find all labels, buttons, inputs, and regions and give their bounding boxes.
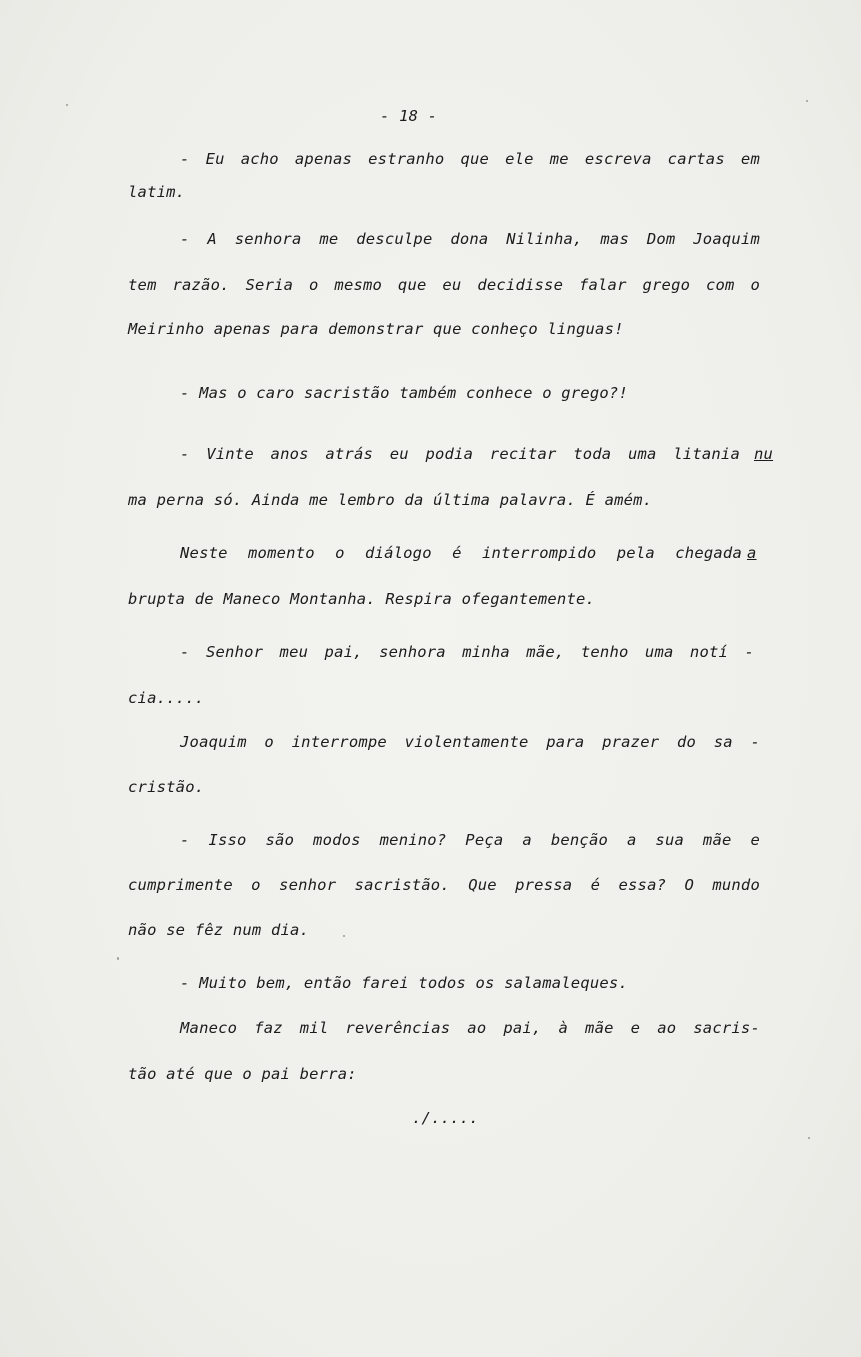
text-line-7-hyphen-fragment: nu (754, 445, 774, 463)
paper-speck (806, 100, 808, 102)
text-line-2: latim. (128, 183, 186, 201)
continuation-mark: ./..... (412, 1109, 479, 1127)
text-line-14: cristão. (128, 778, 205, 796)
text-line-18: - Muito bem, então farei todos os salamaleques. (180, 974, 628, 992)
text-line-7: - Vinte anos atrás eu podia recitar toda uma litania (180, 445, 740, 463)
text-line-17: não se fêz num dia. (128, 921, 310, 939)
page-number: - 18 - (380, 107, 438, 125)
paper-speck (117, 957, 119, 960)
text-line-15: - Isso são modos menino? Peça a benção a sua mãe e (180, 831, 760, 849)
text-line-16: cumprimente o senhor sacristão. Que pressa é essa? O mundo (128, 876, 760, 894)
text-line-20: tão até que o pai berra: (128, 1065, 357, 1083)
text-line-19: Maneco faz mil reverências ao pai, à mãe e ao sacris- (180, 1019, 760, 1037)
text-line-8: ma perna só. Ainda me lembro da última palavra. É amém. (128, 491, 653, 509)
paper-speck (66, 104, 68, 106)
paper-speck (808, 1137, 810, 1139)
text-line-11: - Senhor meu pai, senhora minha mãe, tenho uma notí - (180, 643, 754, 661)
text-line-3: - A senhora me desculpe dona Nilinha, mas Dom Joaquim (180, 230, 760, 248)
text-line-5: Meirinho apenas para demonstrar que conheço linguas! (128, 320, 624, 338)
text-line-1: - Eu acho apenas estranho que ele me escreva cartas em (180, 150, 760, 168)
text-line-9-hyphen-fragment: a (747, 544, 757, 562)
text-line-10: brupta de Maneco Montanha. Respira ofegantemente. (128, 590, 596, 608)
text-line-13: Joaquim o interrompe violentamente para prazer do sa - (180, 733, 760, 751)
text-line-12: cia..... (128, 689, 205, 707)
text-line-9: Neste momento o diálogo é interrompido pela chegada (180, 544, 742, 562)
paper-speck (343, 935, 345, 937)
text-line-6: - Mas o caro sacristão também conhece o grego?! (180, 384, 628, 402)
text-line-4: tem razão. Seria o mesmo que eu decidisse falar grego com o (128, 276, 760, 294)
